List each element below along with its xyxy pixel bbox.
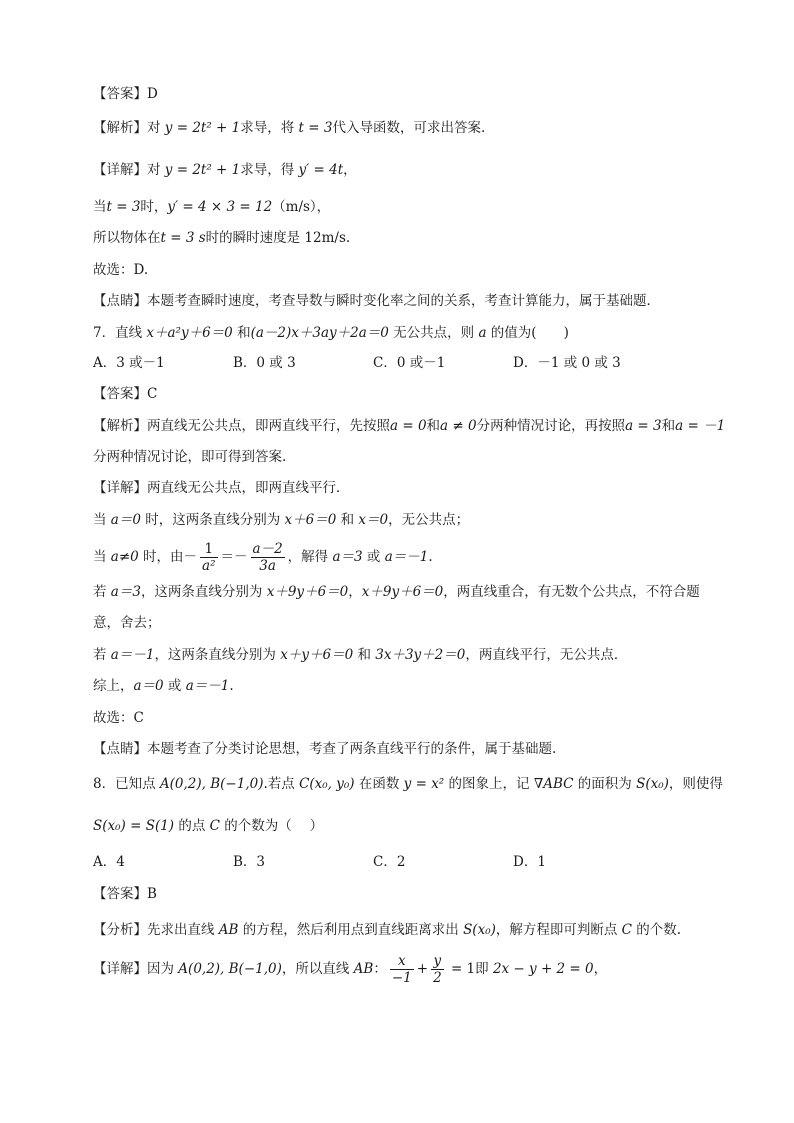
fraction xyxy=(390,953,414,986)
comment-text: 本题考查了分类讨论思想，考查了两条直线平行的条件，属于基础题. xyxy=(147,741,557,757)
q7-analysis-cont: 分两种情况讨论，即可得到答案. xyxy=(93,449,287,465)
formula: A(0,2), B(−1,0) xyxy=(178,961,282,977)
formula: a≠0 xyxy=(110,549,139,565)
text: . xyxy=(428,549,433,565)
q7-detail xyxy=(93,478,350,498)
text: 8．已知点 xyxy=(93,776,160,792)
answer-value: B xyxy=(147,886,157,902)
denominator: −1 xyxy=(391,970,412,986)
formula: y′ = 4 × 3 = 12 xyxy=(167,199,273,215)
formula: AB xyxy=(218,922,239,938)
formula: a = 0 xyxy=(390,418,427,434)
text: 分两种情况讨论，再按照 xyxy=(476,418,626,434)
text: 和 xyxy=(353,647,376,663)
text: 若 xyxy=(93,584,111,600)
q6-answer xyxy=(93,84,158,104)
text: ，则使得 xyxy=(668,776,723,792)
text: ，解方程即可判断点 xyxy=(495,922,622,938)
q7-options xyxy=(93,353,621,373)
formula: a ≠ 0 xyxy=(440,418,477,434)
formula: = 1 xyxy=(446,961,476,977)
option-a: A．4 xyxy=(93,854,125,870)
q6-detail xyxy=(93,160,357,180)
answer-tag: 【答案】 xyxy=(93,86,147,102)
text: 因为 xyxy=(147,961,179,977)
q7-case1 xyxy=(93,510,469,530)
text: 时的瞬时速度是 12m/s. xyxy=(205,230,351,246)
option-b: B．0 或 3 xyxy=(233,355,296,371)
formula: 2x − y + 2 = 0 xyxy=(492,961,594,977)
denominator: 2 xyxy=(433,970,442,986)
formula: x＝0 xyxy=(358,512,389,528)
formula: y = 2t² + 1 xyxy=(164,120,241,136)
text: ， xyxy=(343,162,357,178)
formula: t = 3 xyxy=(298,120,333,136)
option-d: D．－1 或 0 或 3 xyxy=(513,355,621,371)
q7-answer xyxy=(93,384,157,404)
text: ，解得 xyxy=(287,549,333,565)
q8-stem-cont xyxy=(93,816,323,836)
formula: x＋9y＋6＝0 xyxy=(266,584,349,600)
text: ，这两条直线分别为 xyxy=(154,647,281,663)
plus-sign: + xyxy=(416,961,429,977)
text: 求导，得 xyxy=(240,162,299,178)
text: 所以物体在 xyxy=(93,230,161,246)
numerator: x xyxy=(390,953,414,970)
denominator: 3a xyxy=(259,558,276,574)
formula: a＝3 xyxy=(332,549,363,565)
q8-options xyxy=(93,852,546,872)
q7-analysis xyxy=(93,416,725,436)
formula: C xyxy=(621,922,633,938)
q7-stem xyxy=(93,323,569,343)
option-c: C．2 xyxy=(373,854,406,870)
answer-tag: 【答案】 xyxy=(93,386,147,402)
formula: y = x² xyxy=(403,776,445,792)
q6-step2 xyxy=(93,228,350,248)
q8-analysis xyxy=(93,920,681,940)
option-c: C．0 或－1 xyxy=(373,355,446,371)
text: 或 xyxy=(163,678,186,694)
q6-choice: 故选：D. xyxy=(93,262,149,278)
detail-tag: 【详解】 xyxy=(93,162,147,178)
text: . xyxy=(229,678,234,694)
q6-step1 xyxy=(93,197,330,217)
q6-analysis xyxy=(93,118,485,138)
option-d: D．1 xyxy=(513,854,546,870)
text: ，所以直线 xyxy=(281,961,354,977)
formula: a＝0 xyxy=(110,512,141,528)
comment-text: 本题考查瞬时速度，考查导数与瞬时变化率之间的关系，考查计算能力，属于基础题． xyxy=(147,293,660,309)
fraction xyxy=(251,541,285,574)
text: 求导，将 xyxy=(240,120,299,136)
text: 或 xyxy=(362,549,385,565)
text: 对 xyxy=(147,120,165,136)
formula: x＋6＝0 xyxy=(284,512,337,528)
text: 的图象上，记 xyxy=(444,776,534,792)
answer-value: C xyxy=(147,386,158,402)
answer-value: D xyxy=(147,86,158,102)
detail-tag: 【详解】 xyxy=(93,961,147,977)
formula: a＝－1 xyxy=(110,647,155,663)
q6-comment xyxy=(93,291,660,311)
text: 当 xyxy=(93,199,107,215)
text: 的方程，然后利用点到直线距离求出 xyxy=(238,922,464,938)
text: 即 xyxy=(475,961,493,977)
analysis-tag: 【解析】 xyxy=(93,120,147,136)
text: 的值为( ) xyxy=(486,325,569,341)
formula: AB xyxy=(353,961,374,977)
text: 两直线无公共点，即两直线平行，先按照 xyxy=(147,418,390,434)
text: ， xyxy=(348,584,362,600)
analysis-tag: 【解析】 xyxy=(93,418,147,434)
text: ，这两条直线分别为 xyxy=(140,584,267,600)
detail-tag: 【详解】 xyxy=(93,480,147,496)
text: 若 xyxy=(93,647,111,663)
formula: t = 3 xyxy=(106,199,141,215)
q7-sub1 xyxy=(93,582,700,602)
q7-case2 xyxy=(93,538,433,576)
text: ： xyxy=(373,961,387,977)
numerator: 1 xyxy=(200,541,217,558)
formula: y′ = 4t xyxy=(298,162,344,178)
option-b: B．3 xyxy=(233,854,266,870)
formula: x＋a²y＋6＝0 xyxy=(146,325,233,341)
q7-sub2 xyxy=(93,645,627,665)
formula: A(0,2), B(−1,0) xyxy=(159,776,264,792)
formula: t = 3 s xyxy=(160,230,206,246)
option-a: A．3 或－1 xyxy=(93,355,165,371)
formula: x＋y＋6＝0 xyxy=(280,647,354,663)
fraction xyxy=(431,953,444,986)
text: 的个数为（ ） xyxy=(220,818,324,834)
q8-stem xyxy=(93,774,723,794)
formula: S(x₀) xyxy=(636,776,669,792)
q7-summary xyxy=(93,676,234,696)
numerator: y xyxy=(431,953,444,970)
answer-tag: 【答案】 xyxy=(93,886,147,902)
formula: S(x₀) = S(1) xyxy=(93,818,175,834)
q7-comment xyxy=(93,739,556,759)
text: 代入导函数，可求出答案. xyxy=(332,120,486,136)
text: 的个数. xyxy=(632,922,682,938)
text: 时，由－ xyxy=(138,549,198,565)
text: 当 xyxy=(93,512,111,528)
formula: (a－2)x＋3ay＋2a＝0 xyxy=(250,325,389,341)
text: 和 xyxy=(661,418,676,434)
analysis-tag: 【分析】 xyxy=(93,922,147,938)
text: 当 xyxy=(93,549,111,565)
denominator: a² xyxy=(202,558,216,574)
variable: a xyxy=(478,325,487,341)
text: 和 xyxy=(426,418,441,434)
formula: y = 2t² + 1 xyxy=(164,162,241,178)
text: 在函数 xyxy=(354,776,404,792)
text: 的面积为 xyxy=(573,776,637,792)
formula: a = 3 xyxy=(625,418,662,434)
text: ， xyxy=(593,961,608,977)
text: .若点 xyxy=(263,776,300,792)
formula: 3x＋3y＋2＝0 xyxy=(375,647,466,663)
text: ，两直线重合，有无数个公共点，不符合题 xyxy=(443,584,700,600)
text: 时， xyxy=(140,199,168,215)
formula: x＋9y＋6＝0 xyxy=(361,584,444,600)
fraction xyxy=(200,541,217,574)
text: 的点 xyxy=(174,818,210,834)
formula: C xyxy=(209,818,221,834)
text: 和 xyxy=(336,512,359,528)
formula: a = －1 xyxy=(675,418,726,434)
text: ，两直线平行，无公共点． xyxy=(465,647,628,663)
q7-choice: 故选：C xyxy=(93,710,144,726)
text: 7．直线 xyxy=(93,325,147,341)
text: 综上， xyxy=(93,678,134,694)
text: （m/s）， xyxy=(272,199,331,215)
numerator: a－2 xyxy=(252,541,283,557)
formula: C(x₀, y₀) xyxy=(299,776,355,792)
text: 和 xyxy=(232,325,251,341)
formula: a＝－1 xyxy=(384,549,429,565)
q8-detail xyxy=(93,950,607,988)
comment-tag: 【点睛】 xyxy=(93,293,147,309)
text: 对 xyxy=(147,162,165,178)
text: ＝－ xyxy=(220,549,248,565)
text: 时，这两条直线分别为 xyxy=(140,512,285,528)
text: ，无公共点； xyxy=(388,512,470,528)
formula: a＝3 xyxy=(110,584,141,600)
q8-answer xyxy=(93,884,157,904)
detail-text: 两直线无公共点，即两直线平行． xyxy=(147,480,350,496)
formula: a＝－1 xyxy=(185,678,230,694)
text: 先求出直线 xyxy=(147,922,219,938)
comment-tag: 【点睛】 xyxy=(93,741,147,757)
formula: S(x₀) xyxy=(463,922,496,938)
formula: ∇ABC xyxy=(533,776,574,792)
text: 无公共点，则 xyxy=(388,325,479,341)
formula: a＝0 xyxy=(133,678,164,694)
q7-sub1-cont: 意，舍去； xyxy=(93,615,161,631)
